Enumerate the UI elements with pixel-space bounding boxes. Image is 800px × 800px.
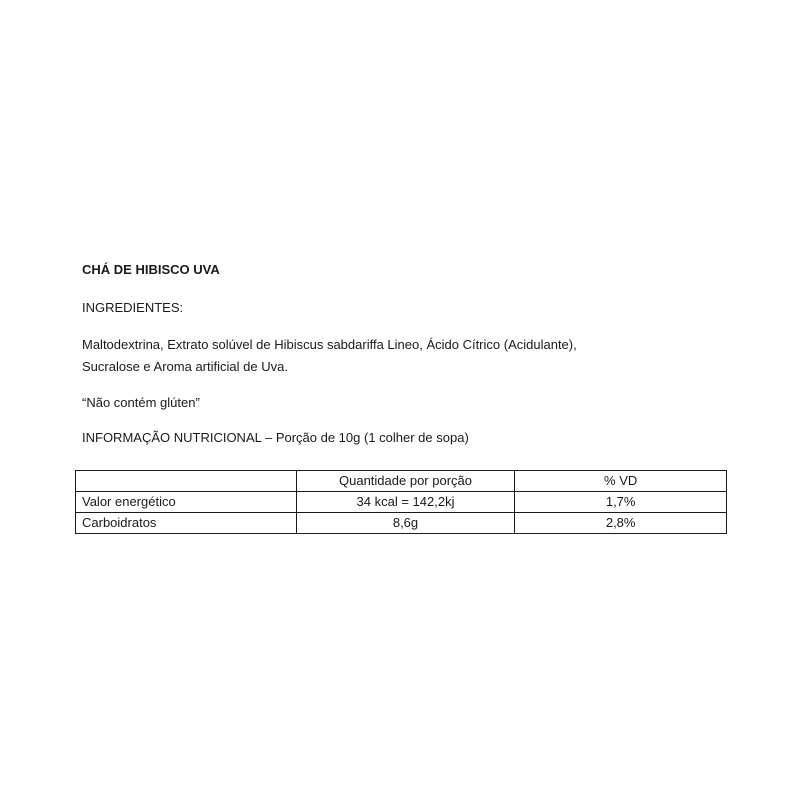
row-label: Valor energético xyxy=(76,492,297,513)
label-document xyxy=(82,262,722,449)
ingredients-line-1: Maltodextrina, Extrato solúvel de Hibiscus sabdariffa Lineo, Ácido Cítrico (Acidulante), xyxy=(82,337,577,352)
row-vd: 1,7% xyxy=(515,492,727,513)
table-header-row xyxy=(76,471,727,492)
nutrition-heading: INFORMAÇÃO NUTRICIONAL – Porção de 10g (1 colher de sopa) xyxy=(82,430,469,445)
row-label: Carboidratos xyxy=(76,513,297,534)
ingredients-line-2: Sucralose e Aroma artificial de Uva. xyxy=(82,359,288,374)
ingredients-heading: INGREDIENTES: xyxy=(82,300,184,315)
gluten-notice: “Não contém glúten” xyxy=(82,395,200,410)
table-row xyxy=(76,492,727,513)
header-cell-label xyxy=(76,471,297,492)
row-quantity: 8,6g xyxy=(296,513,515,534)
header-cell-vd: % VD xyxy=(515,471,727,492)
product-title: CHÁ DE HIBISCO UVA xyxy=(82,262,220,277)
row-quantity: 34 kcal = 142,2kj xyxy=(296,492,515,513)
ingredients-list xyxy=(82,334,722,378)
nutrition-table xyxy=(75,470,727,534)
table-row xyxy=(76,513,727,534)
header-cell-quantity: Quantidade por porção xyxy=(296,471,515,492)
row-vd: 2,8% xyxy=(515,513,727,534)
